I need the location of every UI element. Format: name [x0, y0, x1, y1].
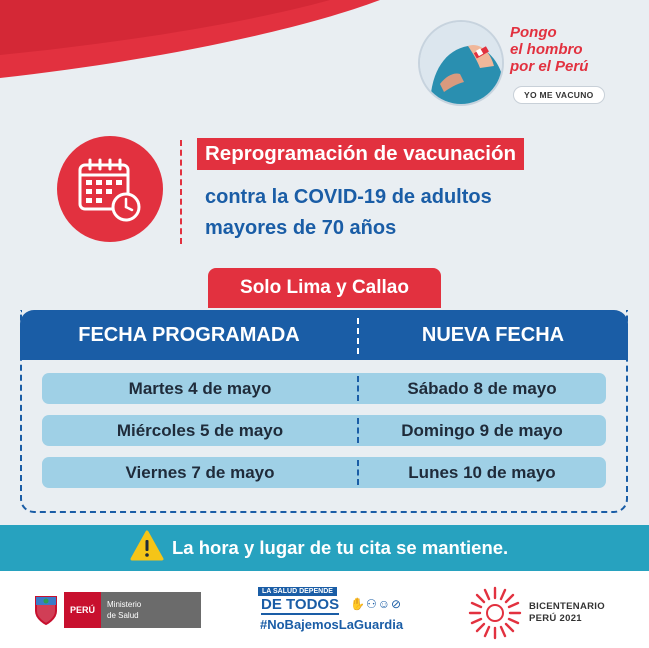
- table-row: [42, 415, 606, 446]
- campaign-slogan: [510, 24, 588, 75]
- prevention-icons: [350, 597, 402, 611]
- cell-nueva: Domingo 9 de mayo: [401, 421, 563, 440]
- hashtag: #NoBajemosLaGuardia: [260, 617, 404, 632]
- bicentenario-logo: [466, 584, 524, 642]
- minsa-logo: [32, 592, 201, 628]
- ministerio-label: [101, 592, 201, 628]
- campaign-line-2: el hombro: [510, 41, 583, 58]
- schedule-table-header: [20, 310, 628, 360]
- column-header-nueva: NUEVA FECHA: [421, 324, 565, 346]
- warning-icon: [130, 530, 164, 562]
- no-crowd-icon: ⊘: [390, 597, 403, 611]
- vaccination-illustration: [418, 20, 504, 106]
- bicentenario-line-1: BICENTENARIO: [529, 601, 605, 612]
- subtitle-line-2: mayores de 70 años: [205, 217, 397, 239]
- table-row: [42, 373, 606, 404]
- title-banner: [197, 138, 524, 170]
- campaign-line-3: por el Perú: [510, 58, 589, 75]
- page-subtitle: [205, 182, 585, 244]
- page-title: Reprogramación de vacunación: [205, 142, 517, 165]
- campaign-badge: [418, 12, 618, 112]
- handwash-icon: ✋: [350, 597, 366, 611]
- cell-programada: Viernes 7 de mayo: [125, 463, 275, 482]
- cell-nueva: Sábado 8 de mayo: [407, 379, 557, 398]
- peru-shield-icon: [32, 593, 60, 627]
- notice-bar: [0, 525, 649, 571]
- cell-programada: Martes 4 de mayo: [128, 379, 272, 398]
- sdt-main-text: DE TODOS: [261, 596, 340, 613]
- bicentenario-line-2: PERÚ 2021: [529, 613, 582, 624]
- subtitle-line-1: contra la COVID-19 de adultos: [205, 186, 492, 208]
- ministerio-line-1: Ministerio: [107, 600, 142, 609]
- mask-icon: ☺: [377, 597, 391, 611]
- peru-label: PERÚ: [64, 592, 101, 628]
- calendar-clock-icon: [74, 155, 146, 227]
- zone-tab: Solo Lima y Callao: [208, 268, 441, 308]
- ministerio-line-2: de Salud: [107, 611, 139, 620]
- campaign-line-1: Pongo: [510, 24, 557, 41]
- salud-depende-logo: [258, 584, 428, 634]
- notice-text: La hora y lugar de tu cita se mantiene.: [172, 537, 509, 558]
- cell-programada: Miércoles 5 de mayo: [116, 421, 284, 440]
- table-row: [42, 457, 606, 488]
- sdt-top-text: LA SALUD DEPENDE: [258, 587, 337, 596]
- column-header-programada: FECHA PROGRAMADA: [78, 324, 300, 346]
- distance-icon: ⚇: [365, 597, 378, 611]
- bicentenario-text: [529, 601, 605, 625]
- header-divider: [180, 140, 182, 244]
- cell-nueva: Lunes 10 de mayo: [408, 463, 556, 482]
- campaign-pill: YO ME VACUNO: [513, 86, 605, 104]
